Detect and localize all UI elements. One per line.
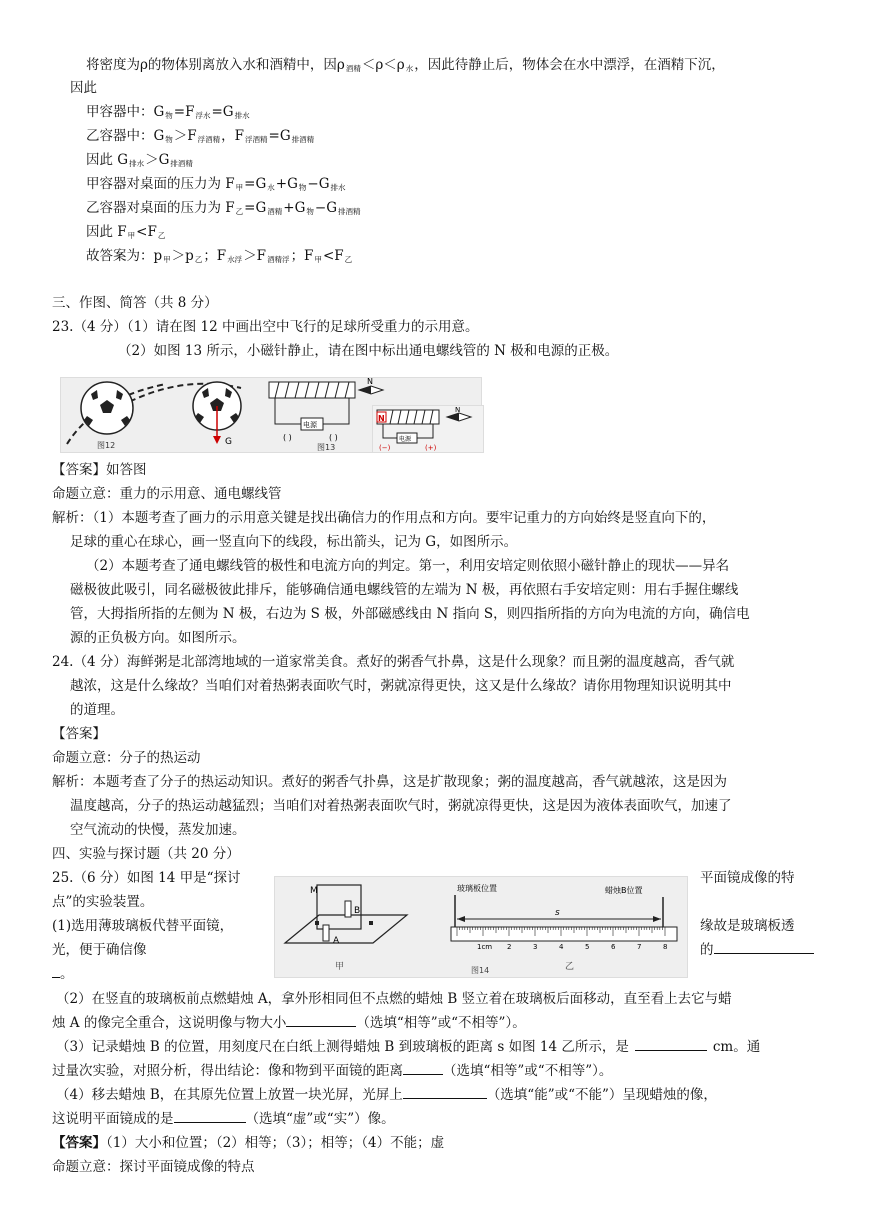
q25-part2-line-2: 烛 A 的像完全重合，这说明像与物大小 （选填“相等”或“不相等”）。: [52, 1015, 526, 1031]
ruler-number: 6: [611, 943, 616, 951]
answer-n-label: N: [378, 414, 385, 423]
answer-blank-1[interactable]: [714, 941, 814, 954]
q25-part3-line-1: （3）记录蜡烛 B 的位置，用刻度尺在白纸上测得蜡烛 B 到玻璃板的距离 s 如图 14 乙所示，是 cm。通: [56, 1039, 761, 1055]
label-jia: 甲: [335, 962, 345, 972]
q24-line-1: 24.（4 分）海鲜粥是北部湾地域的一道家常美食。煮好的粥香气扑鼻，这是什么现象？而且粥的温度越高，香气就: [52, 654, 735, 670]
q24-intent: 命题立意：分子的热运动: [52, 750, 201, 766]
q23-analysis-4: 磁极彼此吸引，同名磁极彼此排斥，能够确信通电螺线管的左端为 N 极，再依照右手安培定则：用右手握住螺线: [70, 582, 739, 598]
q25-line-5: 。: [52, 965, 74, 983]
yi-container-line: 乙容器中：$G_物>F_{浮酒精}$，$F_{浮酒精}=G_{排酒精}$: [86, 128, 315, 144]
q23-part1: 23.（4 分）（1）请在图 12 中画出空中飞行的足球所受重力的示用意。: [52, 319, 479, 335]
compass-needle-dark: [359, 386, 371, 394]
g-compare-line: 因此 $G_{排水}>G_{排酒精}$: [86, 152, 193, 168]
section-3-heading: 三、作图、简答（共 8 分）: [52, 295, 218, 311]
ruler-numbers: [507, 943, 667, 951]
candle-b: [345, 901, 351, 917]
q23-analysis-5: 管，大拇指所指的左侧为 N 极，右边为 S 极，外部磁感线由 N 指向 S，则四指所指的方向为电流的方向，确信电: [70, 606, 750, 622]
distance-arrow-left: [457, 916, 465, 922]
jia-container-line: 甲容器中：$G_物=F_{浮水}=G_{排水}$: [86, 104, 250, 120]
answer-power-label: 电源: [399, 436, 412, 443]
q24-line-3: 的道理。: [70, 702, 124, 718]
q24-analysis-1: 解析：本题考查了分子的热运动知识。煮好的粥香气扑鼻，这是扩散现象；粥的温度越高，香气就越浓，这是因为: [52, 774, 727, 790]
q23-intent: 命题立意：重力的示用意、通电螺线管: [52, 486, 282, 502]
football-icon: [81, 382, 133, 434]
figure-14-svg: [275, 877, 687, 977]
q25-line-1-left: 25.（6 分）如图 14 甲是“探讨: [52, 870, 241, 886]
answer-compass-dark: [447, 413, 459, 421]
fig13-caption: 图13: [317, 443, 336, 452]
answer-minus-label: (−): [379, 444, 391, 452]
ruler: [451, 927, 677, 941]
q25-line-3-right: 缘故是玻璃板透: [700, 918, 795, 934]
distance-s-label: s: [555, 908, 560, 918]
fig12-caption: 图12: [97, 441, 116, 450]
answer-blank-1-end[interactable]: [52, 965, 60, 978]
q25-part3-line-2: 过量次实验，对照分析，得出结论：像和物到平面镜的距离 （选填“相等”或“不相等”）。: [52, 1063, 613, 1079]
ruler-number: 7: [637, 943, 642, 951]
answer-wire-left: [383, 424, 397, 438]
paren-right: ( ): [329, 433, 338, 442]
fig14-caption: 图14: [471, 966, 490, 975]
circuit-wire-right: [323, 398, 349, 424]
q25-line-1-right: 平面镜成像的特: [700, 870, 795, 886]
q23-analysis-6: 源的正负极方向。如图所示。: [70, 630, 246, 646]
q23-analysis-3: （2）本题考查了通电螺线管的极性和电流方向的判定。第一，利用安培定则依照小磁针静止的现状——异名: [86, 558, 730, 574]
q24-line-2: 越浓，这是什么缘故？当咱们对着热粥表面吹气时，粥就凉得更快，这又是什么缘故？请你用物理知识说明其中: [70, 678, 732, 694]
label-b: B: [354, 906, 361, 916]
answer-plus-label: (+): [425, 444, 437, 452]
label-m: M: [310, 886, 318, 896]
ruler-cm-label: 1cm: [477, 943, 493, 951]
answer-solenoid-figure: [372, 405, 484, 453]
ruler-number: 2: [507, 943, 512, 951]
candle-a: [323, 925, 329, 941]
glass-clip-left: [315, 921, 319, 925]
f-jia-line: 甲容器对桌面的压力为 $F_甲=G_水+G_物-G_{排水}$: [86, 176, 346, 192]
q25-part2-line-1: （2）在竖直的玻璃板前点燃蜡烛 A，拿外形相同但不点燃的蜡烛 B 竖立着在玻璃板后面移动，直至看上去它与蜡: [56, 991, 732, 1007]
power-source-label: 电源: [303, 421, 317, 429]
answer-blank-6[interactable]: [174, 1110, 246, 1123]
f-compare-line: 因此 $F_甲<F_乙$: [86, 224, 166, 240]
q25-line-3-left: (1)选用薄玻璃板代替平面镜，: [52, 918, 234, 934]
gravity-label: G: [225, 437, 232, 447]
f-yi-line: 乙容器对桌面的压力为 $F_乙=G_{酒精}+G_物-G_{排酒精}$: [86, 200, 361, 216]
q25-answer: 【答案】（1）大小和位置；（2）相等；（3）；相等；（4）不能；虚: [52, 1135, 445, 1151]
ruler-number: 4: [559, 943, 564, 951]
q25-part4-line-2: 这说明平面镜成的是 （选填“虚”或“实”）像。: [52, 1111, 395, 1127]
q24-analysis-2: 温度越高，分子的热运动越猛烈；当咱们对着热粥表面吹气时，粥就凉得更快，这是因为液体表面吹气，加速了: [70, 798, 732, 814]
figure-14: [274, 876, 688, 978]
distance-arrow-right: [653, 916, 661, 922]
answer-solenoid-svg: [373, 406, 483, 452]
gravity-arrowhead: [213, 436, 221, 444]
answer-blank-2[interactable]: [286, 1014, 356, 1027]
q24-analysis-3: 空气流动的快慢，蒸发加速。: [70, 822, 246, 838]
section-4-heading: 四、实验与探讨题（共 20 分）: [52, 846, 240, 862]
intro-line-1: 将密度为ρ的物体别离放入水和酒精中，因$\rho_{酒精}<\rho<\rho_水$，因此待静止后，物体会在水中漂浮，在酒精下沉，: [86, 57, 725, 73]
label-a: A: [333, 936, 340, 946]
q24-answer: 【答案】: [52, 726, 106, 742]
q23-part2: （2）如图 13 所示，小磁针静止，请在图中标出通电螺线管的 N 极和电源的正极。: [118, 343, 619, 359]
candle-b-position-label: 蜡烛B位置: [605, 886, 643, 895]
q25-line-4-left: 光，便于确信像: [52, 942, 147, 958]
intro-answer-line: 故答案为：$p_甲>p_乙$；$F_{水浮}>F_{酒精浮}$；$F_甲<F_乙$: [86, 248, 353, 264]
answer-blank-5[interactable]: [403, 1086, 487, 1099]
ruler-number: 8: [663, 943, 668, 951]
solenoid-coil: [269, 382, 355, 398]
answer-compass-n: N: [455, 406, 461, 414]
answer-blank-3[interactable]: [635, 1038, 707, 1051]
q23-analysis-1: 解析：（1）本题考查了画力的示用意关键是找出确信力的作用点和方向。要牢记重力的方向始终是竖直向下的，: [52, 510, 716, 526]
compass-n-label: N: [367, 378, 373, 386]
ruler-number: 3: [533, 943, 538, 951]
q25-line-4-right: 的: [700, 941, 814, 959]
q25-intent: 命题立意：探讨平面镜成像的特点: [52, 1159, 255, 1175]
glass-position-label: 玻璃板位置: [457, 884, 497, 893]
answer-wire-right: [417, 424, 433, 438]
answer-blank-4[interactable]: [403, 1062, 443, 1075]
ruler-number: 5: [585, 943, 590, 951]
glass-clip-right: [369, 921, 373, 925]
label-yi: 乙: [565, 962, 575, 972]
q23-analysis-2: 足球的重心在球心，画一竖直向下的线段，标出箭头，记为 G，如图所示。: [70, 534, 518, 550]
q23-answer: 【答案】如答图: [52, 462, 147, 478]
intro-line-2: 因此: [70, 80, 97, 96]
paren-left: ( ): [283, 433, 292, 442]
circuit-wire-left: [275, 398, 301, 424]
q25-part4-line-1: （4）移去蜡烛 B，在其原先位置上放置一块光屏，光屏上 （选填“能”或“不能”）呈现蜡烛的像，: [56, 1087, 717, 1103]
q25-line-2: 点”的实验装置。: [52, 894, 154, 910]
